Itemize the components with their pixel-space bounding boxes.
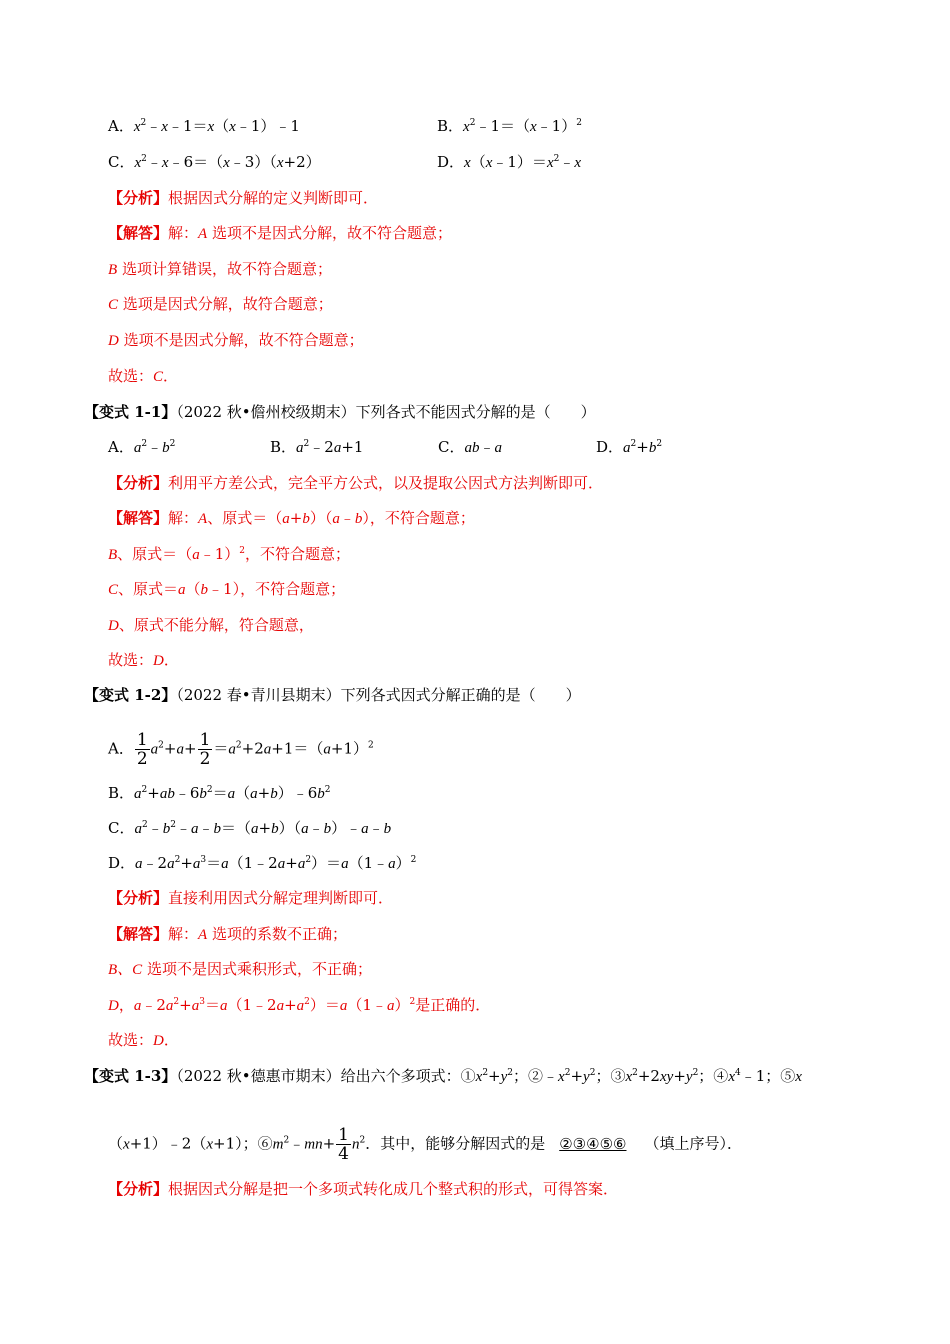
- fraction-one-quarter: $\frac{1}{4}$: [338, 1125, 349, 1164]
- q0-analysis: 【分析】根据因式分解的定义判断即可．: [108, 189, 379, 207]
- v12-option-c: C．$a^2﹣b^2﹣a﹣b=(a+b)(a﹣b)﹣a﹣b$: [108, 819, 392, 837]
- v13-analysis: 【分析】根据因式分解是把一个多项式转化成几个整式积的形式，可得答案．: [108, 1180, 619, 1198]
- v12-analysis: 【分析】直接利用因式分解定理判断即可．: [108, 889, 394, 907]
- q0-option-d: D．$x(x﹣1)=x^2﹣x$: [437, 153, 582, 171]
- v12-option-a: A． $\frac{1}{2}$ $a^2+a+$ $\frac{1}{2}$ $=a^2+2a+1=(a+1)^2$: [108, 730, 374, 769]
- v12-solution-2: B、C 选项不是因式乘积形式，不正确；: [108, 960, 372, 978]
- v12-solution-3: D，$a﹣2a^2+a^3=a(1﹣2a+a^2)=a(1﹣a)^2$是正确的．: [108, 996, 491, 1014]
- q0-choice: 故选：C．: [108, 367, 179, 385]
- v11-option-d: D．$a^2+b^2$: [596, 438, 663, 456]
- v11-option-b: B．$a^2﹣2a+1$: [270, 438, 364, 456]
- v11-solution-b: B、原式＝（a﹣1）$^2$，不符合题意；: [108, 545, 350, 563]
- q0-solution-line-1: 【解答】解：A 选项不是因式分解，故不符合题意；: [108, 224, 452, 242]
- v12-solution-1: 【解答】解：A 选项的系数不正确；: [108, 925, 347, 943]
- v12-choice: 故选：D．: [108, 1031, 179, 1049]
- q0-solution-line-3: C 选项是因式分解，故符合题意；: [108, 295, 333, 313]
- v11-question: 【变式 1-1】（2022 秋•儋州校级期末）下列各式不能因式分解的是（ ）: [84, 403, 596, 421]
- v11-option-a: A．$a^2﹣b^2$: [108, 438, 176, 456]
- v11-analysis: 【分析】利用平方差公式，完全平方公式，以及提取公因式方法判断即可．: [108, 474, 604, 492]
- q0-solution-line-4: D 选项不是因式分解，故不符合题意；: [108, 331, 364, 349]
- fraction-one-half: $\frac{1}{2}$: [199, 730, 211, 769]
- fraction-one-half: $\frac{1}{2}$: [136, 730, 148, 769]
- v11-choice: 故选：D．: [108, 651, 179, 669]
- q0-solution-line-2: B 选项计算错误，故不符合题意；: [108, 260, 332, 278]
- q0-option-a: A．$x^2﹣x﹣1=x(x﹣1)﹣1$: [108, 117, 300, 135]
- q0-option-c: C．$x^2﹣x﹣6=(x﹣3)(x+2)$: [108, 153, 321, 171]
- v13-question-line-2: （x+1）﹣2（x+1）；$⑥m^2﹣mn+$ $\frac{1}{4}$ $n^2$．其中，能够分解因式的是 ②③④⑤⑥ （填上序号）．: [108, 1125, 742, 1164]
- v12-option-d: D．$a﹣2a^2+a^3=a(1﹣2a+a^2)=a(1﹣a)^2$: [108, 854, 417, 872]
- v11-option-c: C．ab﹣a: [438, 438, 502, 456]
- v13-answer-blank: ②③④⑤⑥: [559, 1134, 627, 1153]
- q0-option-b: B．$x^2﹣1=(x﹣1)^2$: [437, 117, 582, 135]
- v12-question: 【变式 1-2】（2022 春•青川县期末）下列各式因式分解正确的是（ ）: [84, 686, 581, 704]
- v11-solution-a: 【解答】解：A、原式＝（a+b）（a﹣b），不符合题意；: [108, 509, 475, 527]
- v13-question-line-1: 【变式 1-3】（2022 秋•德惠市期末）给出六个多项式：$①x^2+y^2$；$②﹣x^2+y^2$；$③x^2+2xy+y^2$；$④x^4﹣1$；⑤x: [84, 1067, 802, 1085]
- v11-solution-c: C、原式＝a（b﹣1），不符合题意；: [108, 580, 346, 598]
- v11-solution-d: D、原式不能分解，符合题意，: [108, 616, 314, 634]
- v12-option-b: B．$a^2+ab﹣6b^2=a(a+b)﹣6b^2$: [108, 784, 331, 802]
